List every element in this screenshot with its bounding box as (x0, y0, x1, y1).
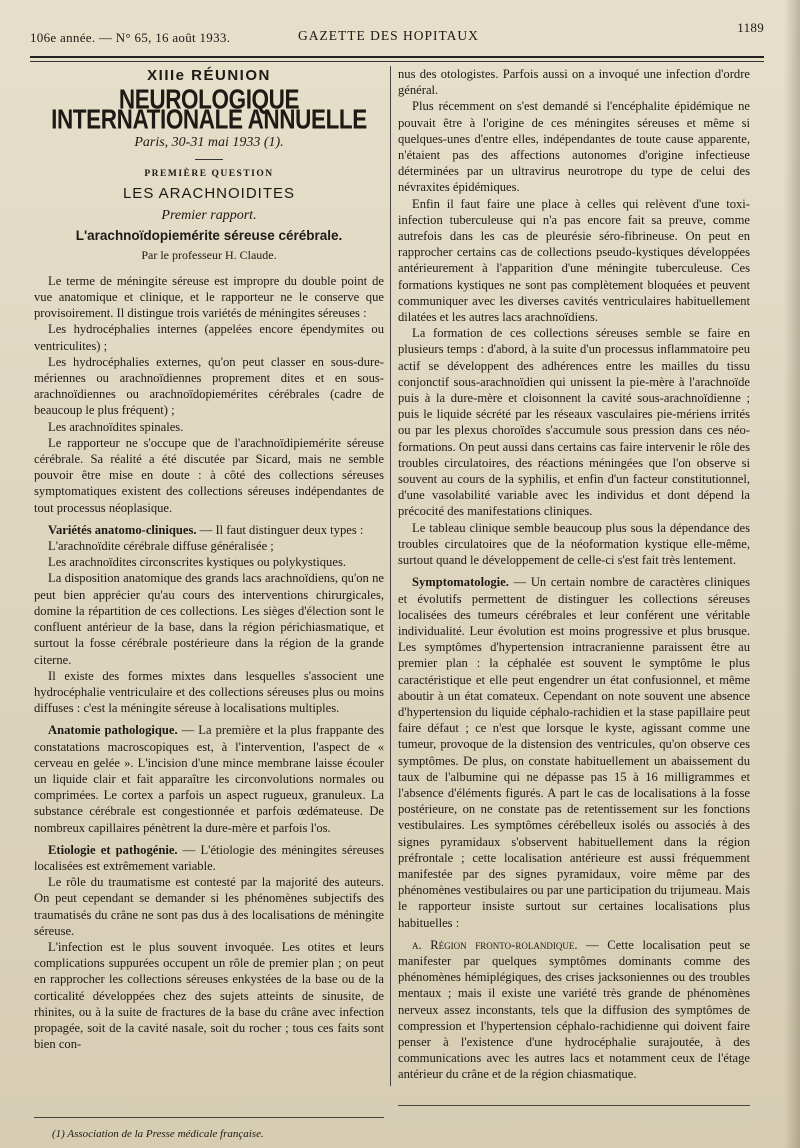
topic-title: LES ARACHNOIDITES (122, 185, 296, 203)
paragraph: L'infection est le plus souvent invoquée. Les otites et leurs complications suppurées occupent un rôle de premier plan ; on peut en rapprocher les collections séreuses enkystées de la base ou de la corticalité développées chez des sujets atteints de sinusite, de rhinites, ou à la suite de fractures de la base du crâne avec infection propagée, soit de la cavité nasale, soit du rocher ; tous ces faits sont bien con- (34, 939, 384, 1052)
subsection-heading: a. Région fronto-rolandique. (412, 937, 578, 952)
title-separator (195, 159, 223, 160)
report-subtitle: L'arachnoïdopiemérite séreuse cérébrale. (75, 228, 343, 244)
paragraph: Les arachnoïdites circonscrites kystiques ou polykystiques. (48, 555, 346, 570)
article-main-title: NEUROLOGIQUE INTERNATIONALE ANNUELLE (51, 83, 367, 136)
section-paragraph: Symptomatologie. — Un certain nombre de caractères cliniques et évolutifs permettent de distinguer les collections séreuses localisées des tumeurs cérébrales et leur conférent une véritable individualité. Leur évolution est moins progressive et plus brusque. Les symptômes d'hypertension intracranienne paraissent être au premier plan : la céphalée est souvent le symptôme le plus caractéristique et elle peut engendrer un état confusionnel, et même aboutir à un état comateux. Cependant on note souvent une absence d'hypertension du liquide céphalo-rachidien et la stase papillaire peut faire défaut ; ce n'est que lorsque le kyste, agissant comme une tumeur, provoque de la distension des ventricules, qu'on observe ces symptômes. De plus, on constate habituellement un abaissement du taux de l'albumine qui ne dépasse pas 15 à 16 milligrammes et l'absence d'éléments figurés. A part le cas de localisations à la fosse postérieure, on ne constate pas de retentissement sur les fonctions vestibulaires. Les symptômes cérébelleux isolés ou associés à des signes pyramidaux s'observent habituellement dans la région préfrontale ; cette localisation antérieure est aussi fréquemment manifestée par des signes pyramidaux, voire même par des phénomènes vestibulaires ou par une participation du trijumeau. Mais le rapporteur insiste surtout sur certaines localisations plus habituelles : (398, 575, 750, 930)
paragraph: Le rapporteur ne s'occupe que de l'arachnoïdipiemérite séreuse cérébrale. Sa réalité a été discutée par Sicard, mais ne semble pouvoir être mise en doute : à côté des collections séreuses symptomatiques existent des collections séreuses indépendantes de tout processus néoplasique. (34, 435, 384, 515)
header-rule-thin (30, 61, 764, 62)
section-paragraph: Etiologie et pathogénie. — L'étiologie des méningites séreuses localisées est extrêmement variable. (34, 842, 384, 873)
section-heading: Anatomie pathologique. (48, 723, 178, 738)
place-date: Paris, 30-31 mai 1933 (1). (134, 134, 284, 150)
page-number: 1189 (737, 20, 764, 35)
section-heading: Variétés anatomo-cliniques. (48, 522, 197, 537)
section-paragraph: a. Région fronto-rolandique. — Cette localisation peut se manifester par quelques symptômes dominants comme des phénomènes hémiplégiques, des crises jacksoniennes ou des troubles mentaux ; mais il existe une variété très grande de phénomènes nerveux assez inconstants, tels que la diffusion des symptômes de compression et l'hypertension céphalo-rachidienne qui doivent faire penser à l'existence d'une hydrocéphalie surajoutée, à des communications avec les autres lacs et notamment ceux de l'étage antérieur du crâne et de la région chiasmatique. (398, 937, 750, 1082)
page-header (30, 14, 764, 54)
paragraph: Enfin il faut faire une place à celles qui relèvent d'une toxi-infection tuberculeuse qui n'a pas encore fait sa preuve, comme autrefois dans les cas de pleurésie séro-fibrineuse. On peut en rapprocher certains cas de collections pseudo-kystiques développées antérieurement à l'apparition d'une méningite tuberculeuse. Ces formations kystiques ne sont pas complètement bloquées et peuvent communiquer avec les diverses cavités ventriculaires habituellement dilatées et les autres lacs arachnoïdiens. (398, 196, 750, 325)
paragraph: Le rôle du traumatisme est contesté par la majorité des auteurs. On peut cependant se demander si les phénomènes subjectifs des traumatisés du crâne ne sont pas dus à des localisations de méningite séreuse. (34, 875, 384, 938)
header-rule (30, 56, 764, 58)
paragraph: La disposition anatomique des grands lacs arachnoïdiens, qu'on ne peut bien apprécier qu'au cours des interventions chirurgicales, domine la répartition de ces collections. Les sièges d'élection sont le confluent antérieur de la base, dans la région périchiasmatique, et surtout la fosse cérébrale postérieure dans la région de la grande citerne. (34, 571, 384, 667)
section-heading: Symptomatologie. (412, 575, 509, 590)
paragraph: L'arachnoïdite cérébrale diffuse généralisée ; (48, 539, 274, 554)
footnote: (1) Association de la Presse médicale française. (52, 1128, 264, 1140)
left-column (34, 66, 384, 1052)
paragraph: Le terme de méningite séreuse est impropre du double point de vue anatomique et clinique, et le rapporteur ne le conserve que provisoirement. Il distingue trois variétés de méningites séreuses : (34, 273, 384, 321)
section-paragraph: Variétés anatomo-cliniques. — Il faut distinguer deux types : (48, 522, 364, 537)
issue-info: 106e année. — N° 65, 16 août 1933. (30, 30, 231, 45)
section-heading: Etiologie et pathogénie. (48, 842, 178, 857)
paragraph: Il existe des formes mixtes dans lesquelles s'associent une hydrocéphalie ventriculaire et des collections séreuses plus ou moins diffuses : c'est la méningite séreuse à localisations multiples. (34, 668, 384, 716)
paragraph: nus des otologistes. Parfois aussi on a invoqué une infection d'ordre général. (398, 67, 750, 98)
paragraph: Le tableau clinique semble beaucoup plus sous la dépendance des troubles circulatoires que de la néoformation kystique elle-même, surtout quand le développement de celle-ci s'est fait très lentement. (398, 520, 750, 568)
paragraph: La formation de ces collections séreuses semble se faire en plusieurs temps : d'abord, à la suite d'un processus inflammatoire peu actif se développent des adhérences entre les mailles du tissu conjonctif sous-arachnoïdien qui unissent la pie-mère à l'arachnoïde puis à la dure-mère et cloisonnent la cavité sous-arachnoïdienne ; puis le liquide sécrété par les réseaux vasculaires pie-mériens irrités ou par les plexus choroïdes s'accumule sous pression dans ces néo-formations. On peut aussi dans certains cas faire intervenir le rôle des troubles circulatoires, des réactions méningées que l'on observe si souvent au cours de la syphilis, et enfin d'un facteur constitutionnel, d'une vasolabilité variable avec les individus et dont dépend la précocité des manifestations cliniques. (398, 326, 750, 519)
column-end-rule (398, 1105, 750, 1106)
footnote-rule (34, 1117, 384, 1118)
section-paragraph: Anatomie pathologique. — La première et la plus frappante des constatations macroscopiques est, à l'intervention, l'aspect de « cerveau en gelée ». L'incision d'une mince membrane laisse écouler un liquide clair et fait apparaître les circonvolutions normales ou comprimées. Le cortex a parfois un aspect rugueux, granuleux. La substance cérébrale est congestionnée et parfois œdémateuse. De nombreux capillaires pénètrent la dure-mère et parfois l'os. (34, 723, 384, 835)
column-divider (390, 66, 391, 1086)
publication-title: GAZETTE DES HOPITAUX (298, 28, 479, 43)
paragraph: Les hydrocéphalies internes (appelées encore épendymites ou ventriculites) ; (34, 322, 384, 353)
paragraph: Les hydrocéphalies externes, qu'on peut classer en sous-dure-mériennes ou arachnoïdiennes proprement dites et en sous-arachnoïdiennes ou arachnoïdopiemérites cérébrales (cadre de beaucoup le plus fréquent) ; (34, 354, 384, 418)
paragraph: Les arachnoïdites spinales. (48, 419, 184, 434)
report-author: Par le professeur H. Claude. (141, 247, 277, 262)
paragraph: Plus récemment on s'est demandé si l'encéphalite épidémique ne pouvait être à l'origine de ces méningites séreuses et même si quelques-unes d'entre elles, indépendantes de toute cause apparente, n'étaient pas des affections autonomes d'origine infectieuse déterminées par un ultravirus neurotrope du type de celui des névraxites épidémiques. (398, 99, 750, 195)
question-label: PREMIÈRE QUESTION (144, 168, 274, 179)
conference-number: XIIIe RÉUNION (147, 67, 271, 84)
right-column (398, 66, 750, 1083)
report-label: Premier rapport. (161, 208, 257, 224)
